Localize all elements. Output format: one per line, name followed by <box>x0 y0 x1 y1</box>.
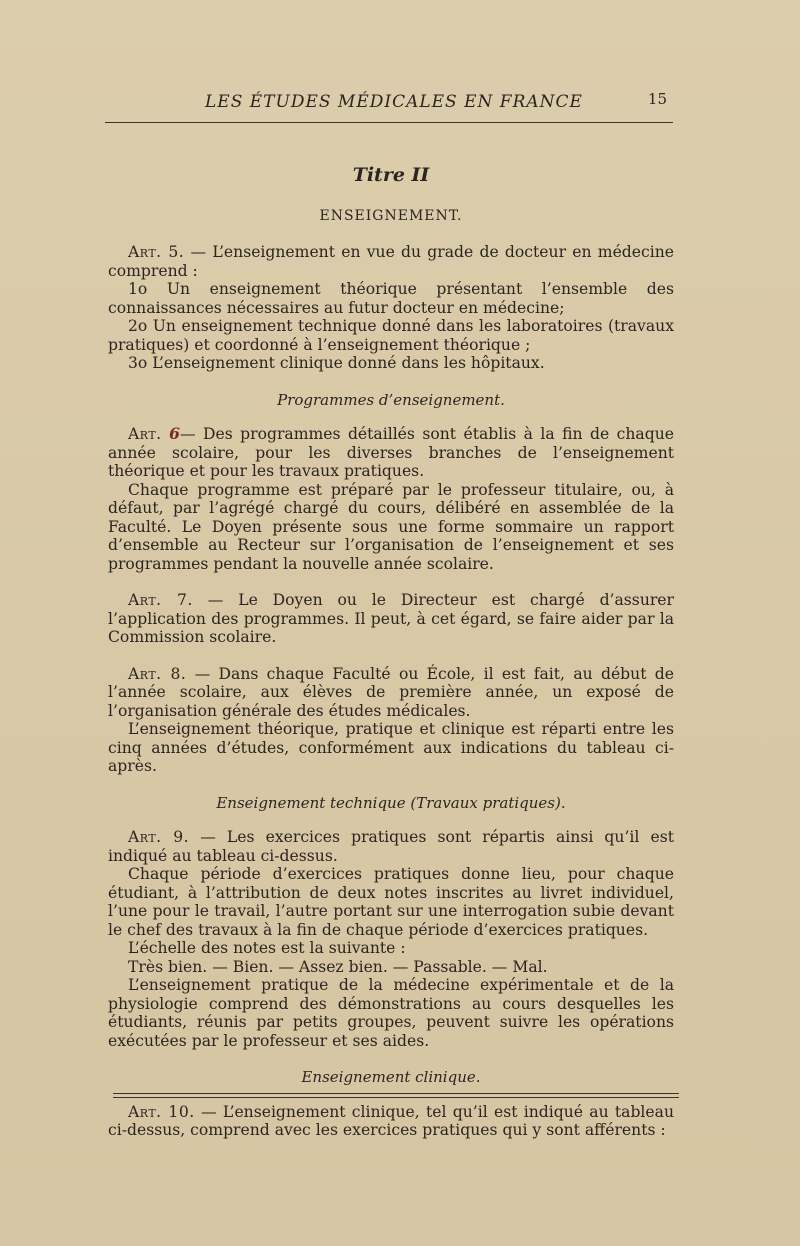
subheading: Enseignement technique (Travaux pratiques). <box>216 793 566 812</box>
article-8 <box>108 665 674 776</box>
page-number: 15 <box>647 90 667 108</box>
article-label: Art. 7. <box>128 591 193 609</box>
article-text: L’enseignement théorique, pratique et clinique est réparti entre les cinq années d’études, conformément aux indications du tableau ci-après. <box>108 720 674 775</box>
article-5 <box>108 243 674 373</box>
article-text: — Dans chaque Faculté ou École, il est fait, au début de l’année scolaire, aux élèves de première année, un exposé de l’organisation générale des études médicales. <box>108 664 674 720</box>
article-text: L’échelle des notes est la suivante : <box>128 939 406 957</box>
article-text: — Le Doyen ou le Directeur est chargé d’assurer l’application des programmes. Il peut, à cet égard, se faire aider par la Commission scolaire. <box>108 591 674 646</box>
article-label: Art. 5. <box>128 243 185 261</box>
article-6 <box>108 425 674 573</box>
article-9 <box>108 828 674 1050</box>
article-text: Chaque programme est préparé par le professeur titulaire, ou, à défaut, par l’agrégé chargé du cours, délibéré en assemblée de la Faculté. Le Doyen présente sous une forme sommaire un rapport d’ensemble au Recteur sur l’organisation de l’enseignement et ses programmes pendant la nouvelle année scolaire. <box>108 480 674 573</box>
list-item: 3o L’enseignement clinique donné dans les hôpitaux. <box>128 354 545 372</box>
divider <box>113 1093 679 1094</box>
article-label: Art. 8. <box>128 664 187 683</box>
article-7 <box>108 591 674 647</box>
title: Titre II <box>352 164 430 186</box>
list-item: 1o Un enseignement théorique présentant l’ensemble des connaissances nécessaires au futur docteur en médecine; <box>108 280 674 317</box>
handwritten-number: 6 <box>169 424 180 443</box>
article-10 <box>108 1103 674 1140</box>
article-text: Très bien. — Bien. — Assez bien. — Passable. — Mal. <box>128 957 548 976</box>
article-text: — Des programmes détaillés sont établis à la fin de chaque année scolaire, pour les diverses branches de l’enseignement théorique et pour les travaux pratiques. <box>108 425 674 480</box>
section-heading: ENSEIGNEMENT. <box>319 207 463 224</box>
article-text: — L’enseignement clinique, tel qu’il est indiqué au tableau ci-dessus, comprend avec les exercices pratiques qui y sont afférents : <box>108 1102 674 1139</box>
bottom-rule <box>113 1093 679 1101</box>
article-text: — Les exercices pratiques sont répartis ainsi qu’il est indiqué au tableau ci-dessus. <box>108 828 674 865</box>
article-label: Art. 10. <box>128 1102 195 1121</box>
article-text: Chaque période d’exercices pratiques donne lieu, pour chaque étudiant, à l’attribution de deux notes inscrites au livret individuel, l’une pour le travail, l’autre portant sur une interrogation subie devant le chef des travaux à la fin de chaque période d’exercices pratiques. <box>108 865 674 939</box>
article-text: — L’enseignement en vue du grade de docteur en médecine comprend : <box>108 243 674 280</box>
article-text: L’enseignement pratique de la médecine expérimentale et de la physiologie comprend des démonstrations au cours desquelles les étudiants, réunis par petits groupes, peuvent suivre les opérations exécutées par le professeur et ses aides. <box>108 976 674 1050</box>
article-label: Art. 9. <box>128 828 190 846</box>
list-item: 2o Un enseignement technique donné dans les laboratoires (travaux pratiques) et coordonné à l’enseignement théorique ; <box>108 317 674 354</box>
running-title: LES ÉTUDES MÉDICALES EN FRANCE <box>205 92 583 112</box>
divider <box>113 1097 679 1098</box>
article-label: Art. <box>128 425 162 443</box>
subheading: Programmes d’enseignement. <box>277 390 505 409</box>
running-header <box>105 88 673 123</box>
body-text <box>108 160 674 1158</box>
subheading: Enseignement clinique. <box>301 1068 481 1086</box>
